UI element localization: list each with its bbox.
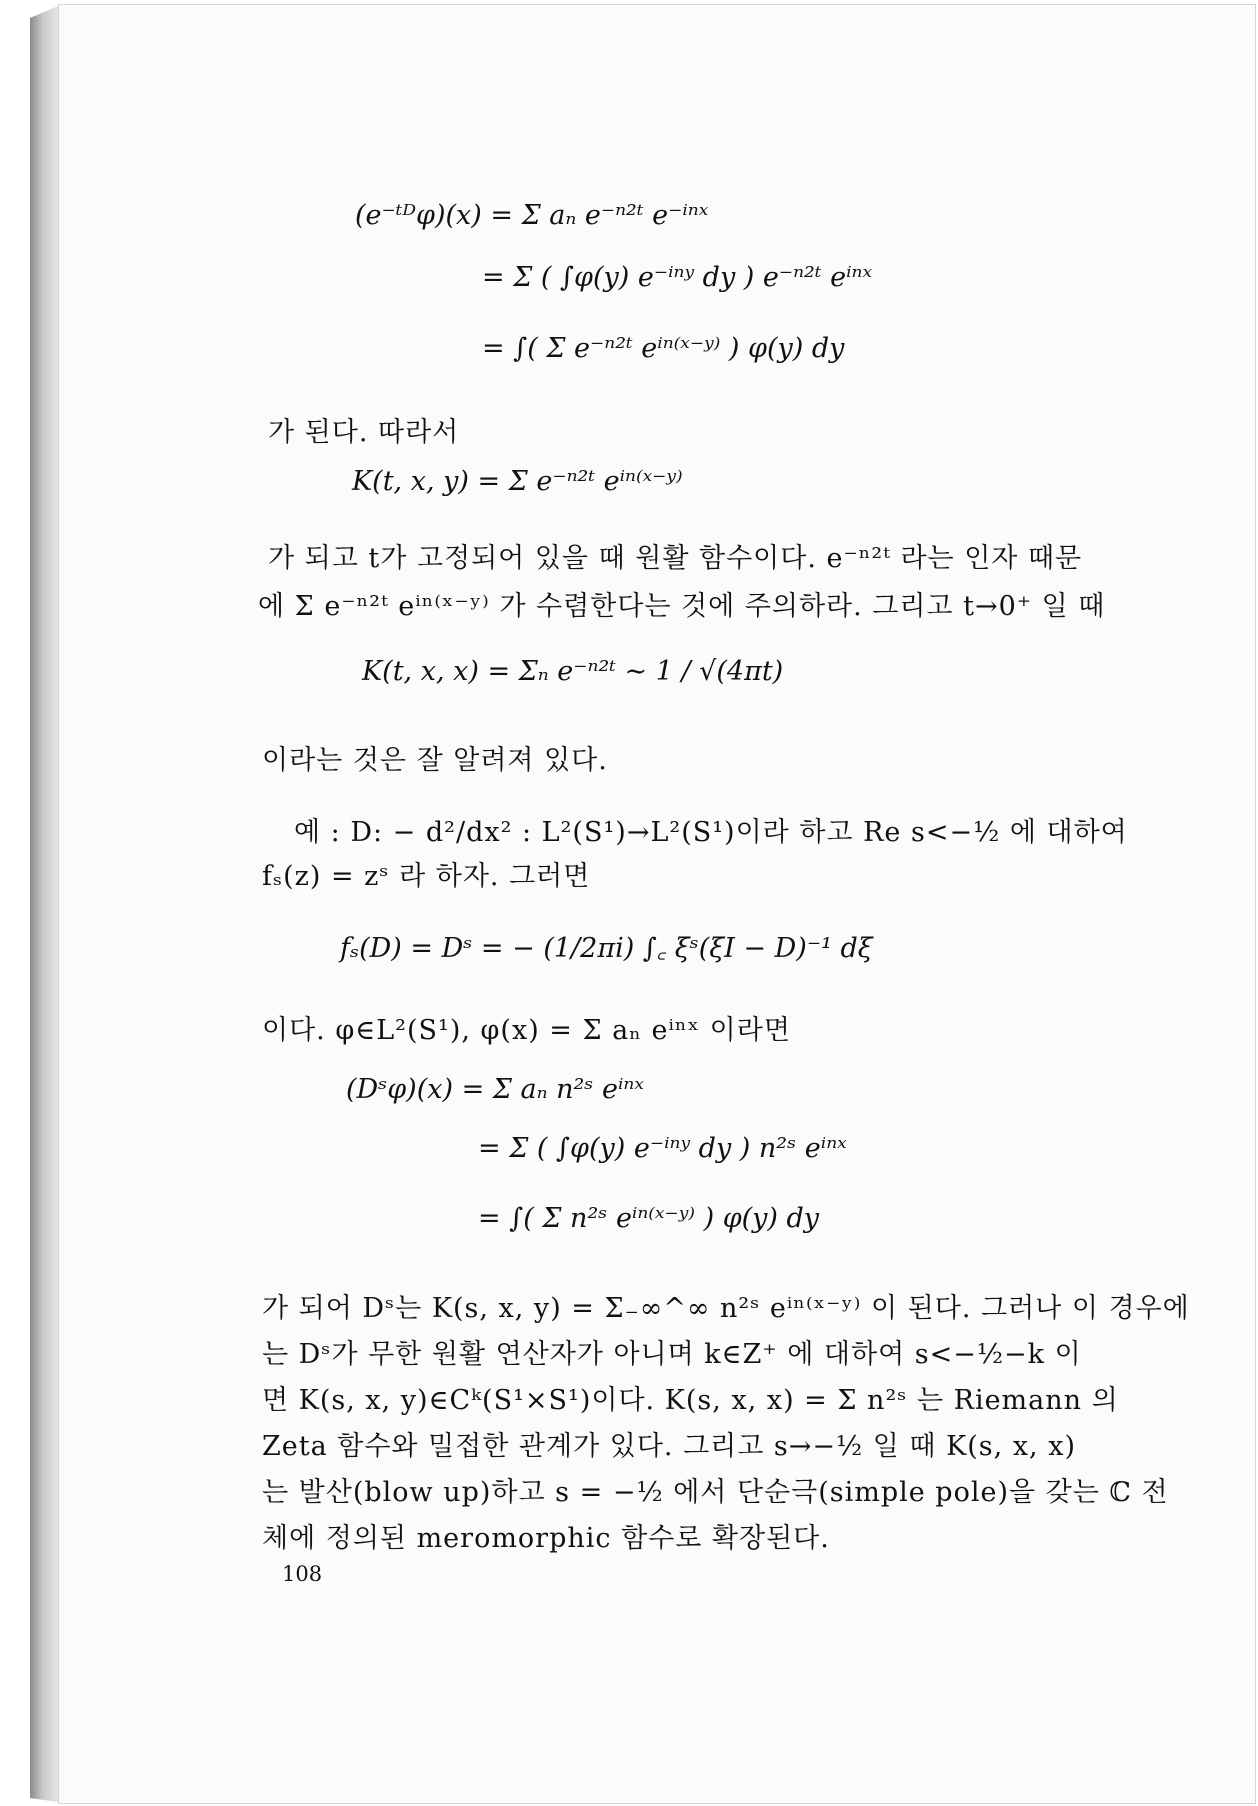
- example-line: fₛ(z) = zˢ 라 하자. 그러면: [262, 861, 591, 892]
- paragraph-line: 면 K(s, x, y)∈Cᵏ(S¹×S¹)이다. K(s, x, x) = Σ n²ˢ 는 Riemann 의: [262, 1385, 1119, 1416]
- paragraph-line: 이다. φ∈L²(S¹), φ(x) = Σ aₙ eⁱⁿˣ 이라면: [262, 1015, 791, 1046]
- paragraph-line: 이라는 것은 잘 알려져 있다.: [262, 745, 608, 776]
- page-number: 108: [282, 1562, 323, 1586]
- equation-line: = ∫( Σ e⁻ⁿ²ᵗ eⁱⁿ⁽ˣ⁻ʸ⁾ ) φ(y) dy: [482, 333, 845, 364]
- equation-kernel: K(t, x, y) = Σ e⁻ⁿ²ᵗ eⁱⁿ⁽ˣ⁻ʸ⁾: [352, 466, 683, 497]
- paragraph-line: 가 되어 Dˢ는 K(s, x, y) = Σ₋∞^∞ n²ˢ eⁱⁿ⁽ˣ⁻ʸ⁾ 이 된다. 그러나 이 경우에: [262, 1293, 1190, 1324]
- example-line: 예 : D: − d²/dx² : L²(S¹)→L²(S¹)이라 하고 Re s<−½ 에 대하여: [294, 817, 1128, 848]
- paragraph-line: Zeta 함수와 밀접한 관계가 있다. 그리고 s→−½ 일 때 K(s, x, x): [262, 1431, 1076, 1462]
- equation-line: (Dˢφ)(x) = Σ aₙ n²ˢ eⁱⁿˣ: [346, 1074, 644, 1105]
- equation-line: = Σ ( ∫φ(y) e⁻ⁱⁿʸ dy ) e⁻ⁿ²ᵗ eⁱⁿˣ: [482, 262, 873, 293]
- equation-line: (e⁻ᵗᴰφ)(x) = Σ aₙ e⁻ⁿ²ᵗ e⁻ⁱⁿˣ: [355, 200, 709, 231]
- equation-kernel-diagonal: K(t, x, x) = Σₙ e⁻ⁿ²ᵗ ∼ 1 / √(4πt): [362, 656, 784, 687]
- paragraph-line: 는 Dˢ가 무한 원활 연산자가 아니며 k∈Z⁺ 에 대하여 s<−½−k 이: [262, 1339, 1082, 1370]
- paragraph-line: 에 Σ e⁻ⁿ²ᵗ eⁱⁿ⁽ˣ⁻ʸ⁾ 가 수렴한다는 것에 주의하라. 그리고 t→0⁺ 일 때: [258, 591, 1106, 622]
- page-edge: [30, 6, 58, 1802]
- equation-fs: fₛ(D) = Dˢ = − (1/2πi) ∫꜀ ξˢ(ξI − D)⁻¹ dξ: [340, 933, 873, 964]
- equation-line: = ∫( Σ n²ˢ eⁱⁿ⁽ˣ⁻ʸ⁾ ) φ(y) dy: [478, 1203, 820, 1234]
- paragraph-line: 는 발산(blow up)하고 s = −½ 에서 단순극(simple pole)을 갖는 ℂ 전: [262, 1477, 1169, 1508]
- paragraph-line: 체에 정의된 meromorphic 함수로 확장된다.: [262, 1523, 830, 1554]
- paragraph-line: 가 되고 t가 고정되어 있을 때 원활 함수이다. e⁻ⁿ²ᵗ 라는 인자 때문: [268, 543, 1083, 574]
- equation-line: = Σ ( ∫φ(y) e⁻ⁱⁿʸ dy ) n²ˢ eⁱⁿˣ: [478, 1133, 847, 1164]
- paragraph-line: 가 된다. 따라서: [268, 417, 460, 448]
